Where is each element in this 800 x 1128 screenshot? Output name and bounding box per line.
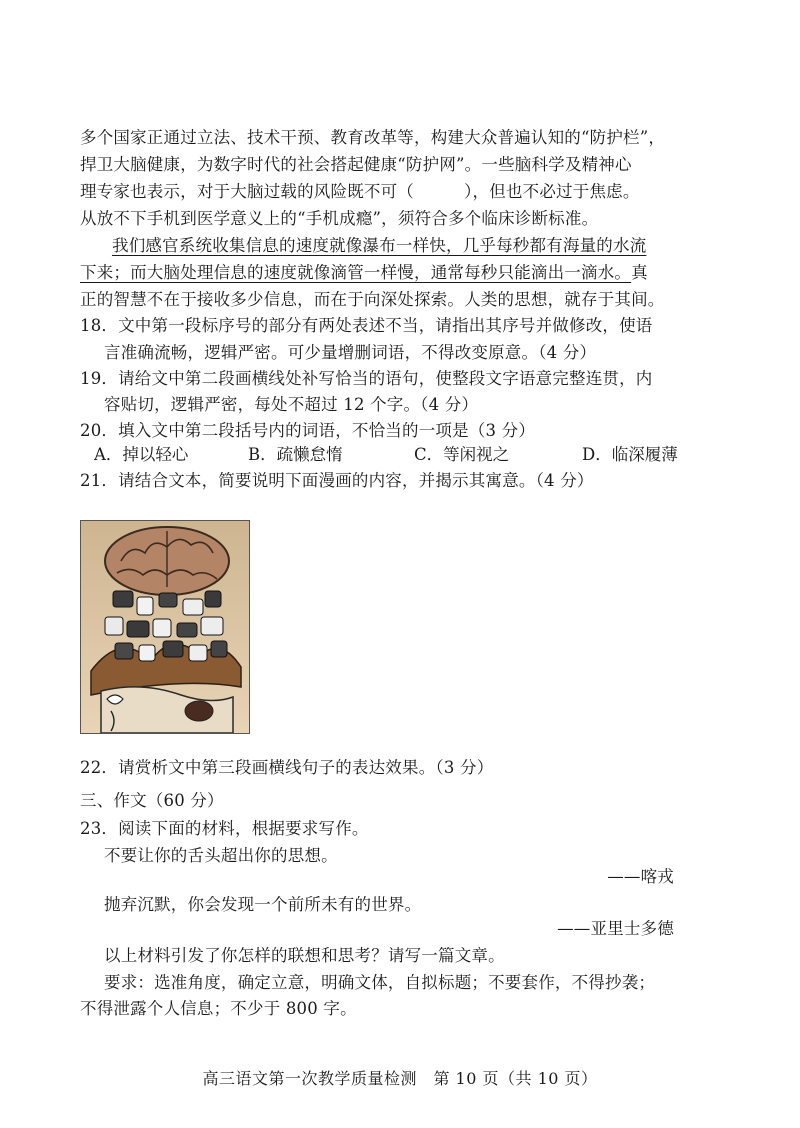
question-19-line1: 19．请给文中第二段画横线处补写恰当的语句，使整段文字语意完整连贯，内 [80,369,653,388]
option-d: D．临深履薄 [582,445,678,464]
para2-underlined-line2: 下来；而大脑处理信息的速度就像滴管一样慢，通常每秒只能滴出一滴水。 [80,263,632,282]
writing-prompt: 以上材料引发了你怎样的联想和思考？请写一篇文章。 [104,946,505,965]
para2-line3: 正的智慧不在于接收多少信息，而在于向深处探索。人类的思想，就存于其间。 [80,290,665,309]
quote-2-author: ——亚里士多德 [557,919,674,938]
para2-underlined-line1: 我们感官系统收集信息的速度就像瀑布一样快，几乎每秒都有海量的水流 [112,236,647,255]
para1-line3: 理专家也表示，对于大脑过载的风险既不可（ ），但也不必过于焦虑。 [80,182,640,201]
page-footer: 高三语文第一次教学质量检测 第 10 页（共 10 页） [202,1069,598,1088]
para1-line2: 捍卫大脑健康，为数字时代的社会搭起健康“防护网”。一些脑科学及精神心 [80,155,632,174]
quote-2: 抛弃沉默，你会发现一个前所未有的世界。 [104,895,422,914]
section-3-title: 三、作文（60 分） [80,791,224,810]
quote-1-author: ——喀戎 [607,867,674,886]
question-18-line2: 言准确流畅，逻辑严密。可少量增删词语，不得改变原意。（4 分） [104,343,597,362]
writing-requirements-line2: 不得泄露个人信息；不少于 800 字。 [80,999,357,1018]
question-19-line2: 容贴切，逻辑严密，每处不超过 12 个字。（4 分） [104,395,479,414]
quote-1: 不要让你的舌头超出你的思想。 [104,846,338,865]
para1-line4: 从放不下手机到医学意义上的“手机成瘾”，须符合多个临床诊断标准。 [80,209,599,228]
brain-cartoon-image [80,520,250,734]
option-b: B．疏懒怠惰 [248,445,343,464]
question-23: 23．阅读下面的材料，根据要求写作。 [80,819,369,838]
question-21: 21．请结合文本，简要说明下面漫画的内容，并揭示其寓意。（4 分） [80,471,594,490]
para2-line2-rest: 真 [631,263,648,282]
writing-requirements-line1: 要求：选准角度，确定立意，明确文体，自拟标题；不要套作，不得抄袭； [104,973,656,992]
para1-line1: 多个国家正通过立法、技术干预、教育改革等，构建大众普遍认知的“防护栏”， [80,128,666,147]
question-22: 22．请赏析文中第三段画横线句子的表达效果。（3 分） [80,758,494,777]
para2-line2 [80,261,720,285]
option-a: A．掉以轻心 [94,445,189,464]
question-20: 20．填入文中第二段括号内的词语，不恰当的一项是（3 分） [80,421,536,440]
option-c: C．等闲视之 [414,445,510,464]
question-18-line1: 18．文中第一段标序号的部分有两处表述不当，请指出其序号并做修改，使语 [80,316,653,335]
